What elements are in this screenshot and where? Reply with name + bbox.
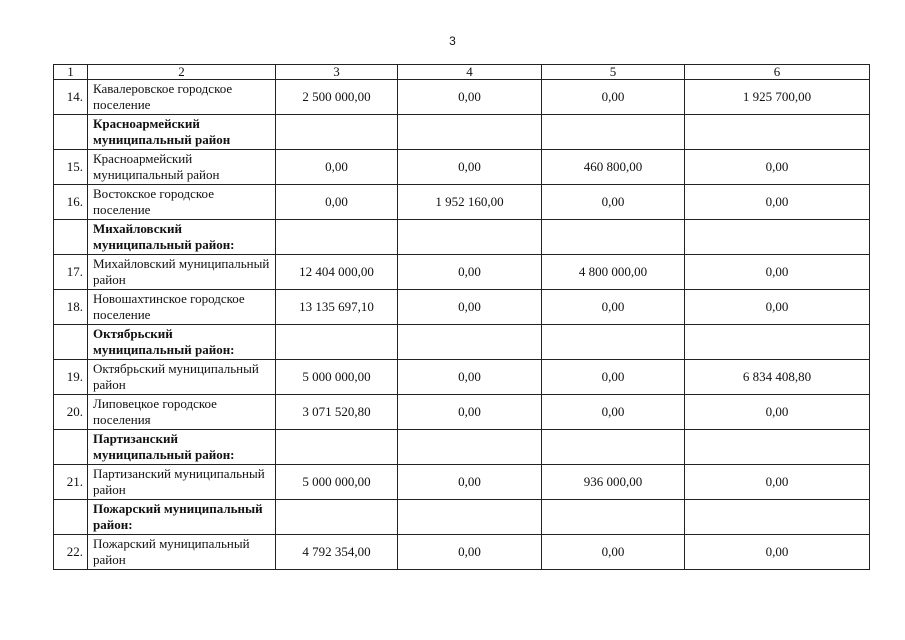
row-number-cell: 16. bbox=[54, 185, 88, 220]
municipality-name-cell: Октябрьский муниципальный район bbox=[88, 360, 276, 395]
col-3-value-cell: 0,00 bbox=[276, 185, 398, 220]
header-col-5: 5 bbox=[542, 65, 685, 80]
col-5-value-cell bbox=[542, 430, 685, 465]
row-number-cell bbox=[54, 115, 88, 150]
municipality-name-cell: Михайловский муниципальный район: bbox=[88, 220, 276, 255]
budget-table bbox=[53, 64, 870, 570]
col-3-value-cell: 5 000 000,00 bbox=[276, 465, 398, 500]
col-3-value-cell: 5 000 000,00 bbox=[276, 360, 398, 395]
col-4-value-cell: 0,00 bbox=[398, 395, 542, 430]
table-header-row bbox=[54, 65, 870, 80]
header-col-2: 2 bbox=[88, 65, 276, 80]
row-number-cell: 20. bbox=[54, 395, 88, 430]
municipality-name-cell: Партизанский муниципальный район bbox=[88, 465, 276, 500]
col-6-value-cell: 0,00 bbox=[685, 255, 870, 290]
col-4-value-cell: 0,00 bbox=[398, 290, 542, 325]
col-3-value-cell bbox=[276, 220, 398, 255]
col-6-value-cell bbox=[685, 220, 870, 255]
col-3-value-cell: 13 135 697,10 bbox=[276, 290, 398, 325]
table-row bbox=[54, 360, 870, 395]
col-3-value-cell: 3 071 520,80 bbox=[276, 395, 398, 430]
col-3-value-cell bbox=[276, 325, 398, 360]
col-3-value-cell bbox=[276, 500, 398, 535]
col-5-value-cell bbox=[542, 115, 685, 150]
col-6-value-cell: 0,00 bbox=[685, 150, 870, 185]
row-number-cell bbox=[54, 325, 88, 360]
col-3-value-cell: 0,00 bbox=[276, 150, 398, 185]
col-6-value-cell: 1 925 700,00 bbox=[685, 80, 870, 115]
col-6-value-cell: 0,00 bbox=[685, 290, 870, 325]
col-5-value-cell: 936 000,00 bbox=[542, 465, 685, 500]
col-6-value-cell: 0,00 bbox=[685, 535, 870, 570]
municipality-name-cell: Партизанский муниципальный район: bbox=[88, 430, 276, 465]
row-number-cell: 22. bbox=[54, 535, 88, 570]
col-3-value-cell bbox=[276, 115, 398, 150]
table-row bbox=[54, 290, 870, 325]
municipality-name-cell: Красноармейский муниципальный район bbox=[88, 150, 276, 185]
col-5-value-cell bbox=[542, 325, 685, 360]
table-row bbox=[54, 80, 870, 115]
col-4-value-cell bbox=[398, 115, 542, 150]
table-section-row bbox=[54, 115, 870, 150]
municipality-name-cell: Липовецкое городское поселения bbox=[88, 395, 276, 430]
table-row bbox=[54, 535, 870, 570]
table-section-row bbox=[54, 500, 870, 535]
municipality-name-cell: Пожарский муниципальный район bbox=[88, 535, 276, 570]
municipality-name-cell: Красноармейский муниципальный район bbox=[88, 115, 276, 150]
col-4-value-cell bbox=[398, 220, 542, 255]
col-6-value-cell bbox=[685, 115, 870, 150]
page-number: 3 bbox=[449, 34, 456, 48]
col-6-value-cell: 0,00 bbox=[685, 185, 870, 220]
table-section-row bbox=[54, 430, 870, 465]
col-3-value-cell: 4 792 354,00 bbox=[276, 535, 398, 570]
table-section-row bbox=[54, 220, 870, 255]
municipality-name-cell: Кавалеровское городское поселение bbox=[88, 80, 276, 115]
table-row bbox=[54, 150, 870, 185]
municipality-name-cell: Октябрьский муниципальный район: bbox=[88, 325, 276, 360]
col-6-value-cell bbox=[685, 325, 870, 360]
col-6-value-cell bbox=[685, 430, 870, 465]
col-4-value-cell: 0,00 bbox=[398, 360, 542, 395]
row-number-cell: 14. bbox=[54, 80, 88, 115]
col-5-value-cell: 0,00 bbox=[542, 395, 685, 430]
col-4-value-cell: 0,00 bbox=[398, 150, 542, 185]
municipality-name-cell: Михайловский муниципальный район bbox=[88, 255, 276, 290]
col-6-value-cell: 0,00 bbox=[685, 395, 870, 430]
table-section-row bbox=[54, 325, 870, 360]
col-5-value-cell: 0,00 bbox=[542, 360, 685, 395]
col-4-value-cell: 1 952 160,00 bbox=[398, 185, 542, 220]
col-4-value-cell: 0,00 bbox=[398, 255, 542, 290]
col-5-value-cell: 0,00 bbox=[542, 80, 685, 115]
col-5-value-cell: 0,00 bbox=[542, 290, 685, 325]
col-3-value-cell: 12 404 000,00 bbox=[276, 255, 398, 290]
table-row bbox=[54, 395, 870, 430]
col-6-value-cell: 0,00 bbox=[685, 465, 870, 500]
col-5-value-cell: 4 800 000,00 bbox=[542, 255, 685, 290]
row-number-cell: 21. bbox=[54, 465, 88, 500]
col-6-value-cell: 6 834 408,80 bbox=[685, 360, 870, 395]
col-5-value-cell bbox=[542, 220, 685, 255]
row-number-cell: 17. bbox=[54, 255, 88, 290]
municipality-name-cell: Новошахтинское городское поселение bbox=[88, 290, 276, 325]
municipality-name-cell: Пожарский муниципальный район: bbox=[88, 500, 276, 535]
col-3-value-cell: 2 500 000,00 bbox=[276, 80, 398, 115]
row-number-cell: 19. bbox=[54, 360, 88, 395]
col-5-value-cell bbox=[542, 500, 685, 535]
col-5-value-cell: 0,00 bbox=[542, 535, 685, 570]
row-number-cell bbox=[54, 500, 88, 535]
table-row bbox=[54, 185, 870, 220]
row-number-cell: 18. bbox=[54, 290, 88, 325]
header-col-3: 3 bbox=[276, 65, 398, 80]
col-6-value-cell bbox=[685, 500, 870, 535]
header-col-4: 4 bbox=[398, 65, 542, 80]
col-5-value-cell: 460 800,00 bbox=[542, 150, 685, 185]
col-4-value-cell: 0,00 bbox=[398, 465, 542, 500]
header-col-1: 1 bbox=[54, 65, 88, 80]
table-row bbox=[54, 465, 870, 500]
row-number-cell bbox=[54, 220, 88, 255]
col-4-value-cell bbox=[398, 500, 542, 535]
col-4-value-cell: 0,00 bbox=[398, 80, 542, 115]
municipality-name-cell: Востокское городское поселение bbox=[88, 185, 276, 220]
col-5-value-cell: 0,00 bbox=[542, 185, 685, 220]
col-4-value-cell bbox=[398, 430, 542, 465]
col-4-value-cell: 0,00 bbox=[398, 535, 542, 570]
col-3-value-cell bbox=[276, 430, 398, 465]
row-number-cell: 15. bbox=[54, 150, 88, 185]
header-col-6: 6 bbox=[685, 65, 870, 80]
table-row bbox=[54, 255, 870, 290]
row-number-cell bbox=[54, 430, 88, 465]
col-4-value-cell bbox=[398, 325, 542, 360]
